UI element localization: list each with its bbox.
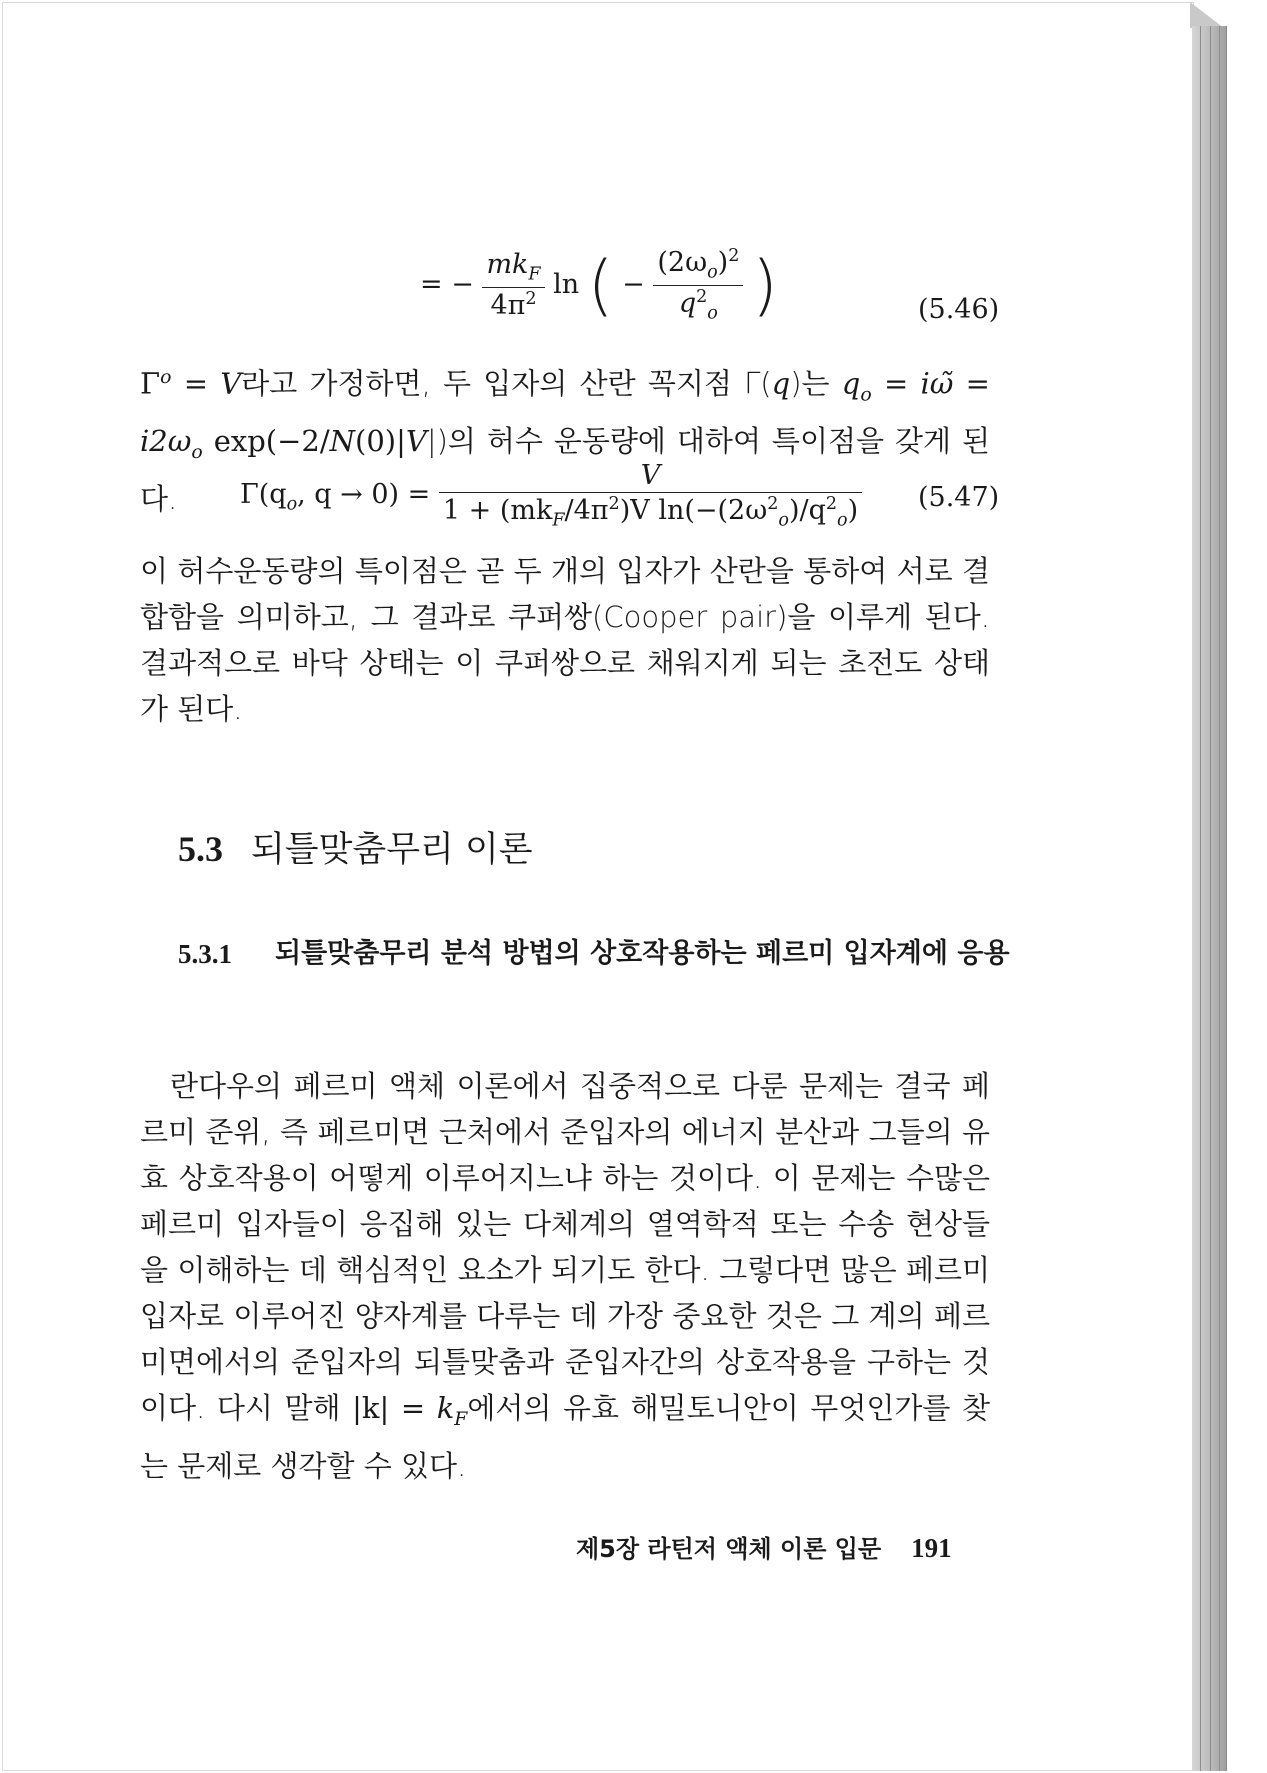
section-heading: 5.3 되틀맞춤무리 이론 [178, 829, 533, 870]
equation-5-47: $\Gamma(q_o$, q → 0) = $\frac{V}{1 + (mk_F/4\pi^2)V \ln(-(2\omega^2_o)/q^2_o)}$ [240, 462, 862, 530]
paragraph-landau-fermi-liquid: 란다우의 페르미 액체 이론에서 집중적으로 다룬 문제는 결국 페르미 준위, 즉 페르미면 근처에서 준입자의 에너지 분산과 그들의 유효 상호작용이 어떻게 이루어지느냐 하는 것이다. 이 문제는 수많은 페르미 입자들이 응집해 있는 다체계의 열역학적 또는 수송 현상들을 이해하는 데 핵심적인 요소가 되기도 한다. 그렇다면 많은 페르미 입자로 이루어진 양자계를 다루는 데 가장 중요한 것은 그 계의 페르미면에서의 준입자의 되틀맞춤과 준입자간의 상호작용을 구하는 것이다. 다시 말해 $|k| = k_F$에서의 유효 해밀토니안이 무엇인가를 찾는 문제로 생각할 수 있다. [140, 1069, 990, 1483]
page-stack-top-edge [1190, 2, 1224, 28]
paragraph-cooper-pair: 이 허수운동량의 특이점은 곧 두 개의 입자가 산란을 통하여 서로 결합함을 의미하고, 그 결과로 쿠퍼쌍(Cooper pair)을 이루게 된다. 결과적으로 바닥 상태는 이 쿠퍼쌍으로 채워지게 되는 초전도 상태가 된다. [140, 554, 990, 726]
equation-5-46: = − $\frac{mk_F}{4\pi^2}$ ln ( − $\frac{(2\omega_o)^2}{q^2_o}$ ) [420, 246, 778, 324]
chapter-running-head: 제5장 라틴저 액체 이론 입문 [576, 1535, 882, 1563]
page-number: 191 [911, 1533, 952, 1563]
equation-number: (5.46) [918, 294, 1000, 325]
page-footer [576, 1529, 952, 1564]
equation-number: (5.47) [918, 482, 1000, 513]
paragraph-vertex-singularity: $\Gamma^o = V$라고 가정하면, 두 입자의 산란 꼭지점 Γ(q)는 $q_o$ = iω̃ = $i2\omega_o$ exp(−2/N(0)|V|)의 허수 운동량에 대하여 특이점을 갖게 된다. [140, 366, 990, 517]
subsection-heading: 5.3.1 되틀맞춤무리 분석 방법의 상호작용하는 페르미 입자계에 응용 [178, 938, 1010, 969]
